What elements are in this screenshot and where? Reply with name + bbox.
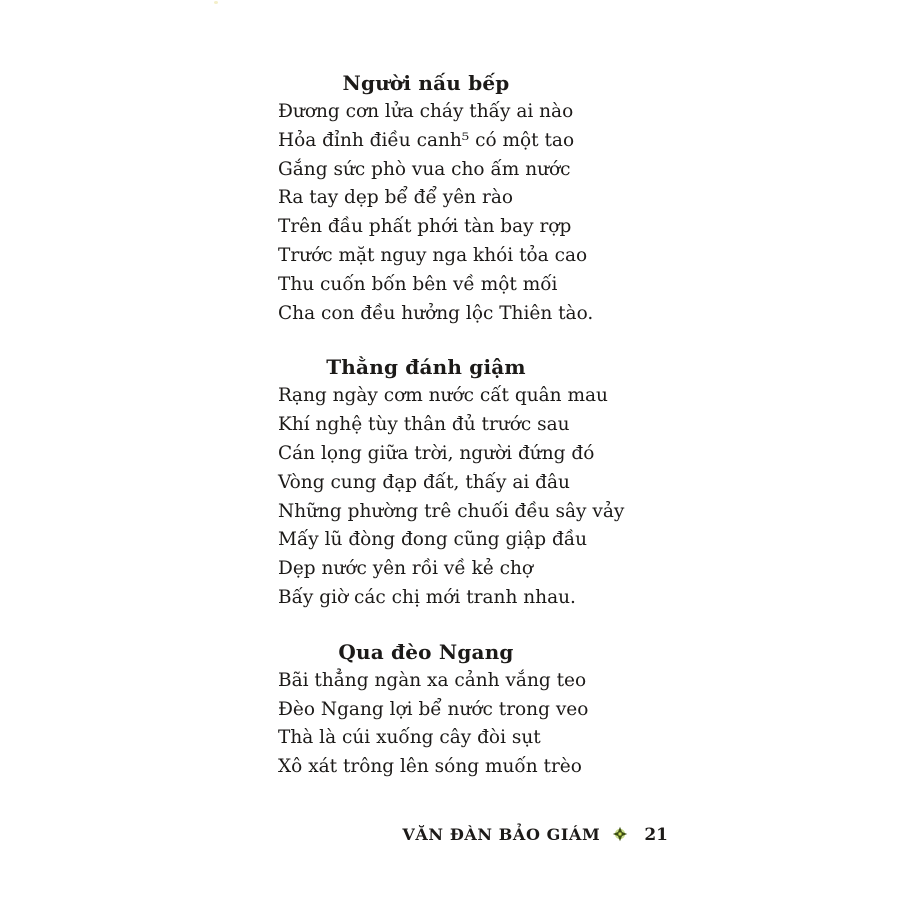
poem-title: Thằng đánh giậm <box>326 355 526 380</box>
poem-line: Dẹp nước yên rồi về kẻ chợ <box>278 558 534 580</box>
page-content <box>278 68 625 782</box>
poem-line: Hỏa đỉnh điều canh⁵ có một tao <box>278 129 575 151</box>
poem-line: Thu cuốn bốn bên về một mối <box>278 273 558 295</box>
poem-line: Trên đầu phất phới tàn bay rợp <box>278 216 572 238</box>
poem-line: Cha con đều hưởng lộc Thiên tào. <box>278 302 594 324</box>
poem-line: Rạng ngày cơm nước cất quân mau <box>278 385 608 407</box>
poem-line: Ra tay dẹp bể để yên rào <box>278 187 513 209</box>
poem-line: Gắng sức phò vua cho ấm nước <box>278 158 571 180</box>
poem-line: Mấy lũ đòng đong cũng giập đầu <box>278 529 588 551</box>
poem-line: Đèo Ngang lợi bể nước trong veo <box>278 698 589 720</box>
poem-line: Đương cơn lửa cháy thấy ai nào <box>278 101 574 122</box>
running-book-title: VĂN ĐÀN BẢO GIÁM <box>402 825 601 844</box>
poem-nguoi-nau-bep <box>278 68 594 328</box>
poem-line: Cán lọng giữa trời, người đứng đó <box>278 442 595 464</box>
poem-line: Thà là cúi xuống cây đòi sụt <box>278 727 541 749</box>
scan-artifact <box>214 1 218 4</box>
poem-qua-deo-ngang <box>278 637 589 782</box>
poem-title: Qua đèo Ngang <box>338 639 514 664</box>
poem-line: Bãi thẳng ngàn xa cảnh vắng teo <box>278 669 587 691</box>
poem-line: Vòng cung đạp đất, thấy ai đâu <box>278 471 570 493</box>
poem-line: Xô xát trông lên sóng muốn trèo <box>278 756 582 778</box>
poem-line: Khí nghệ tùy thân đủ trước sau <box>278 414 570 436</box>
page-footer <box>0 820 668 850</box>
poem-line: Trước mặt nguy nga khói tỏa cao <box>278 244 588 266</box>
fleuron-icon <box>612 822 628 838</box>
poem-title: Người nấu bếp <box>342 71 510 95</box>
poem-thang-danh-giam <box>278 352 625 612</box>
poem-line: Bấy giờ các chị mới tranh nhau. <box>278 586 576 608</box>
page-number: 21 <box>644 825 668 845</box>
poem-line: Những phường trê chuối đều sây vảy <box>278 500 625 522</box>
